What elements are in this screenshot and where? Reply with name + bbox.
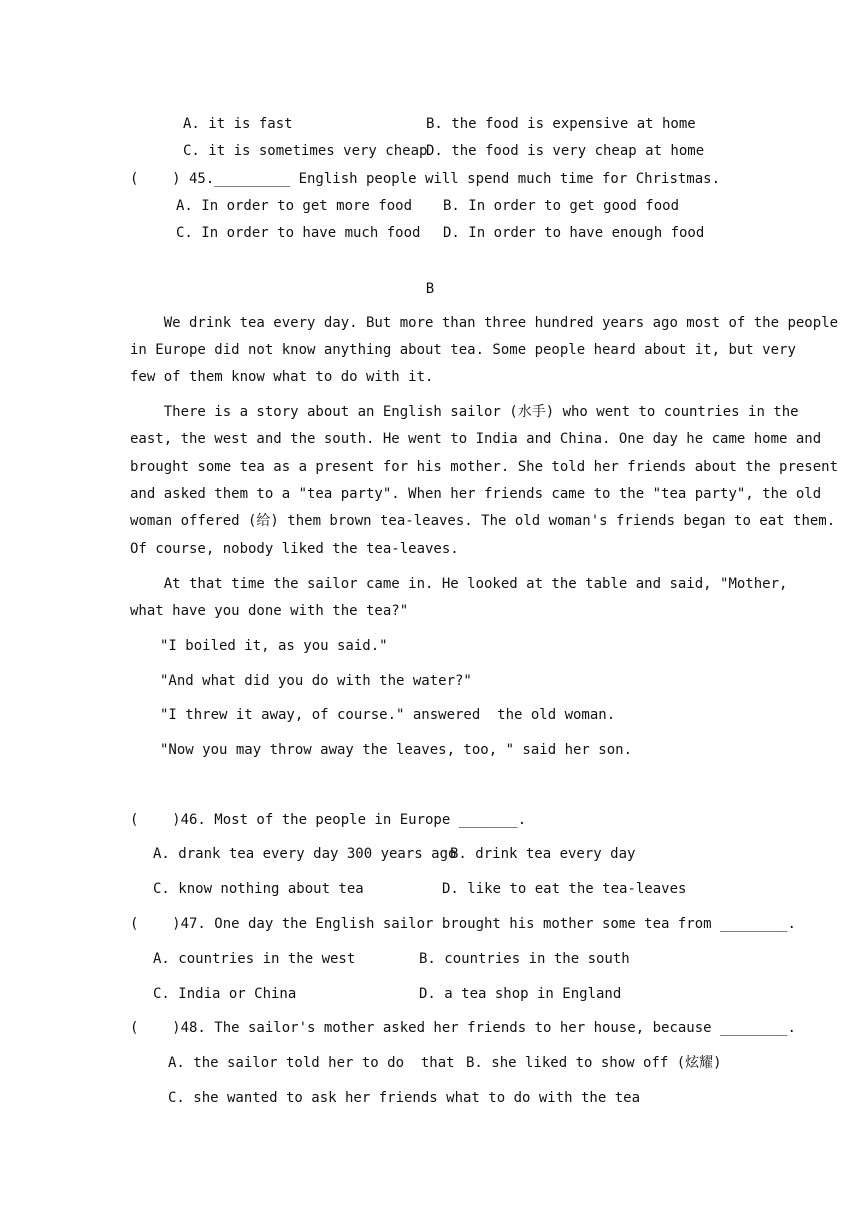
- passage-line: what have you done with the tea?": [130, 603, 409, 619]
- dialogue-line: "I boiled it, as you said.": [160, 638, 388, 654]
- q45-stem: ( ) 45._________ English people will spend much time for Christmas.: [130, 171, 721, 187]
- dialogue-line: "And what did you do with the water?": [160, 673, 472, 689]
- dialogue-line: "I threw it away, of course." answered the old woman.: [160, 707, 616, 723]
- q44-option-c: C. it is sometimes very cheap: [183, 143, 428, 159]
- q48-stem: ( )48. The sailor's mother asked her friends to her house, because ________.: [130, 1020, 796, 1036]
- q46-option-d: D. like to eat the tea-leaves: [442, 881, 687, 897]
- passage-line: Of course, nobody liked the tea-leaves.: [130, 541, 459, 557]
- q48-option-b: B. she liked to show off (炫耀): [466, 1055, 722, 1071]
- section-title: B: [425, 281, 435, 297]
- q46-option-a: A. drank tea every day 300 years ago: [153, 846, 457, 862]
- q47-option-b: B. countries in the south: [419, 951, 630, 967]
- q45-option-b: B. In order to get good food: [443, 198, 680, 214]
- q45-option-c: C. In order to have much food: [176, 225, 421, 241]
- q47-option-c: C. India or China: [153, 986, 297, 1002]
- q44-option-d: D. the food is very cheap at home: [426, 143, 705, 159]
- passage-line: brought some tea as a present for his mother. She told her friends about the present: [130, 459, 839, 475]
- q45-option-d: D. In order to have enough food: [443, 225, 705, 241]
- q46-stem: ( )46. Most of the people in Europe _______.: [130, 812, 527, 828]
- q45-option-a: A. In order to get more food: [176, 198, 413, 214]
- passage-line: in Europe did not know anything about tea. Some people heard about it, but very: [130, 342, 796, 358]
- passage-line: east, the west and the south. He went to India and China. One day he came home and: [130, 431, 822, 447]
- q48-option-c: C. she wanted to ask her friends what to do with the tea: [168, 1090, 641, 1106]
- passage-line: There is a story about an English sailor (水手) who went to countries in the: [130, 404, 799, 420]
- q47-stem: ( )47. One day the English sailor brought his mother some tea from ________.: [130, 916, 796, 932]
- passage-line: We drink tea every day. But more than three hundred years ago most of the people: [130, 315, 839, 331]
- passage-line: few of them know what to do with it.: [130, 369, 434, 385]
- q48-option-a: A. the sailor told her to do that: [168, 1055, 455, 1071]
- passage-line: At that time the sailor came in. He looked at the table and said, "Mother,: [130, 576, 788, 592]
- q46-option-b: B. drink tea every day: [450, 846, 636, 862]
- q47-option-d: D. a tea shop in England: [419, 986, 622, 1002]
- passage-line: and asked them to a "tea party". When her friends came to the "tea party", the old: [130, 486, 822, 502]
- dialogue-line: "Now you may throw away the leaves, too, " said her son.: [160, 742, 633, 758]
- q44-option-b: B. the food is expensive at home: [426, 116, 696, 132]
- passage-line: woman offered (给) them brown tea-leaves. The old woman's friends began to eat them.: [130, 513, 836, 529]
- q47-option-a: A. countries in the west: [153, 951, 356, 967]
- q46-option-c: C. know nothing about tea: [153, 881, 364, 897]
- q44-option-a: A. it is fast: [183, 116, 293, 132]
